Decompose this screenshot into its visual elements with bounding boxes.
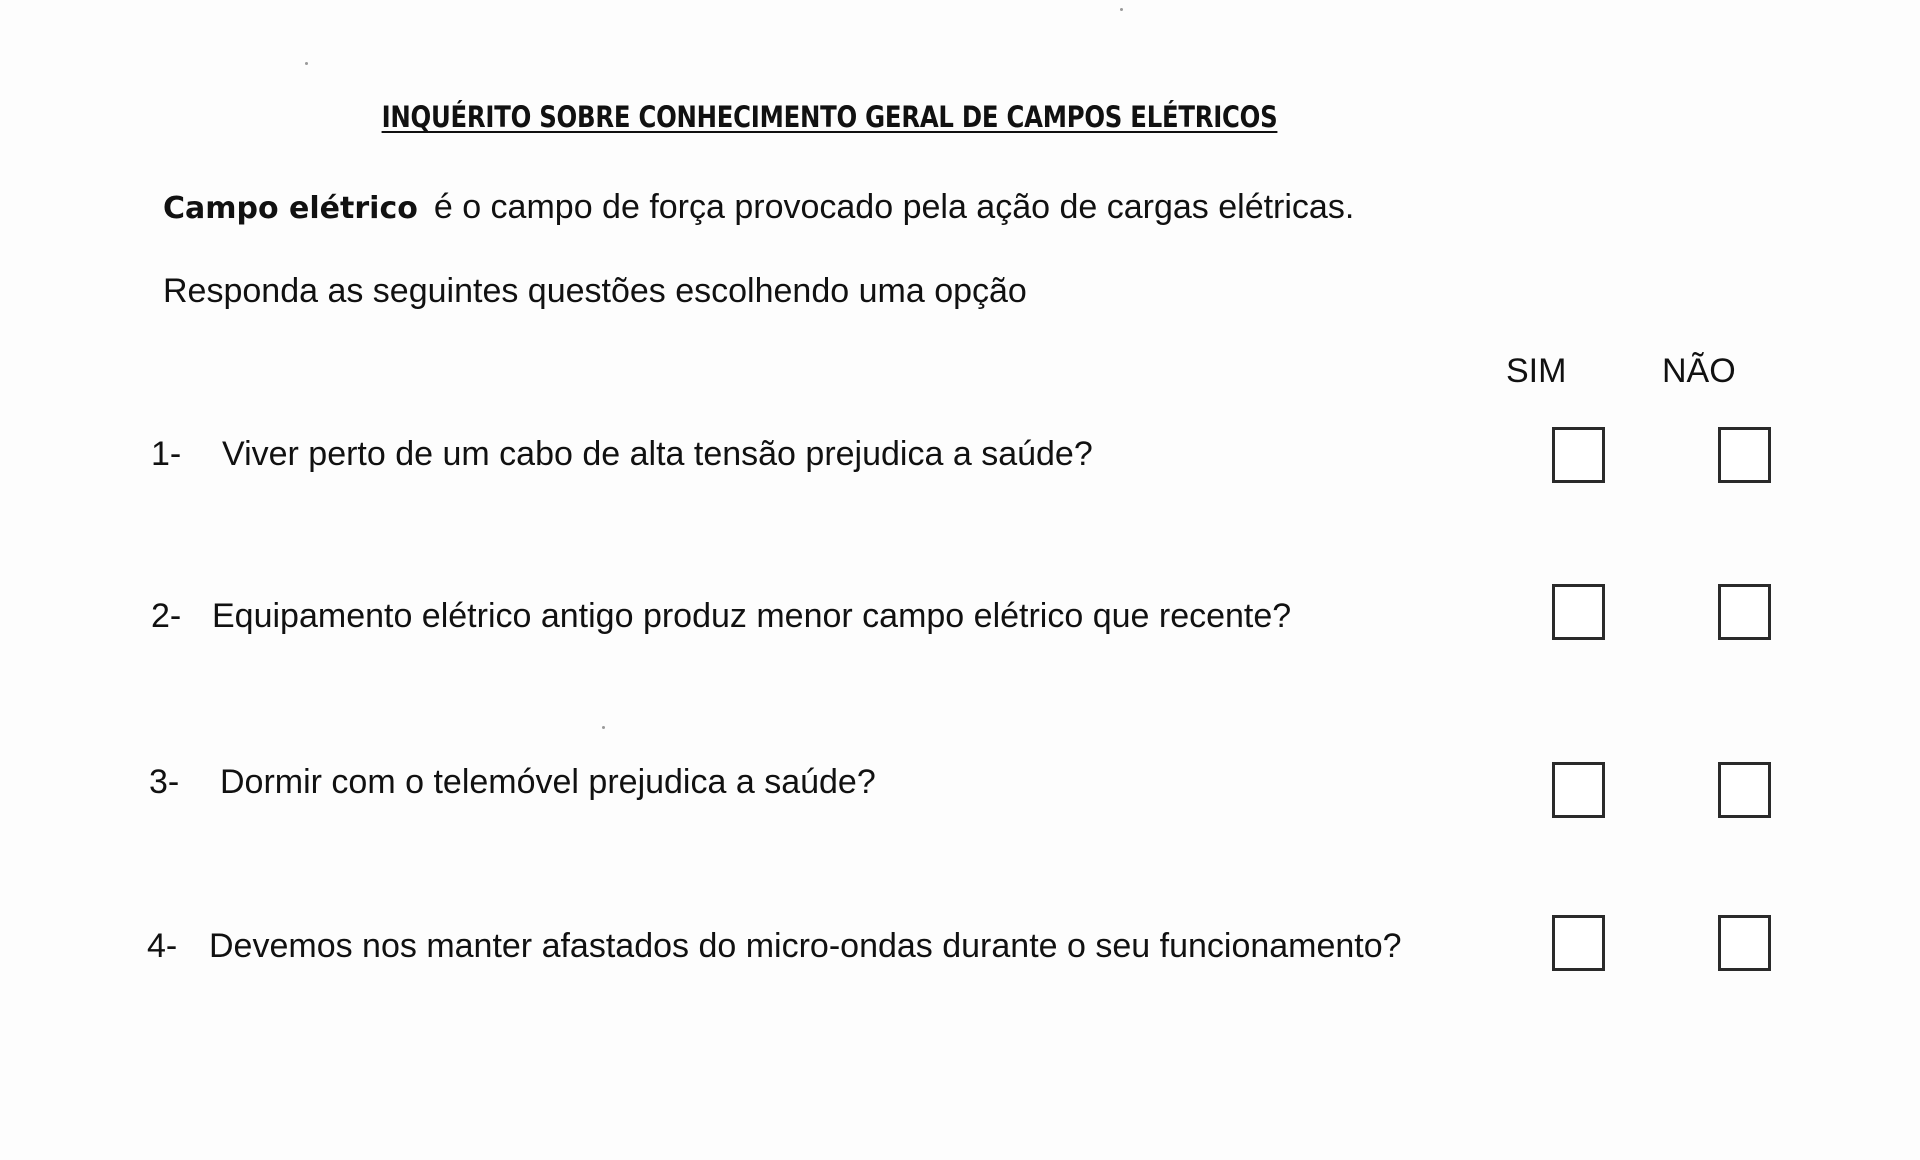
q1-sim-checkbox[interactable]: [1552, 427, 1605, 483]
question-number: 1-: [151, 435, 182, 473]
intro-paragraph: [163, 188, 1354, 227]
question-4: [147, 927, 1402, 966]
intro-term: Campo elétrico: [163, 191, 418, 226]
q2-nao-checkbox[interactable]: [1718, 584, 1771, 640]
scan-speck: [1120, 8, 1123, 11]
survey-title: INQUÉRITO SOBRE CONHECIMENTO GERAL DE CAMPOS ELÉTRICOS: [381, 100, 1278, 134]
question-number: 3-: [149, 763, 180, 801]
q4-nao-checkbox[interactable]: [1718, 915, 1771, 971]
scan-speck: [305, 62, 308, 65]
question-1: [151, 435, 1093, 474]
question-number: 2-: [151, 597, 182, 635]
question-number: 4-: [147, 927, 178, 965]
q3-nao-checkbox[interactable]: [1718, 762, 1771, 818]
column-header-sim: SIM: [1506, 352, 1567, 390]
question-text: Dormir com o telemóvel prejudica a saúde?: [220, 763, 876, 801]
question-3: [149, 763, 876, 802]
q4-sim-checkbox[interactable]: [1552, 915, 1605, 971]
scan-speck: [602, 726, 605, 729]
question-text: Devemos nos manter afastados do micro-ondas durante o seu funcionamento?: [209, 927, 1402, 965]
column-header-nao: NÃO: [1662, 352, 1736, 390]
q2-sim-checkbox[interactable]: [1552, 584, 1605, 640]
question-text: Equipamento elétrico antigo produz menor campo elétrico que recente?: [212, 597, 1292, 635]
instruction-text: Responda as seguintes questões escolhendo uma opção: [163, 272, 1027, 310]
q1-nao-checkbox[interactable]: [1718, 427, 1771, 483]
question-2: [151, 597, 1291, 636]
q3-sim-checkbox[interactable]: [1552, 762, 1605, 818]
question-text: Viver perto de um cabo de alta tensão prejudica a saúde?: [222, 435, 1093, 473]
intro-definition: é o campo de força provocado pela ação de cargas elétricas.: [433, 188, 1355, 226]
